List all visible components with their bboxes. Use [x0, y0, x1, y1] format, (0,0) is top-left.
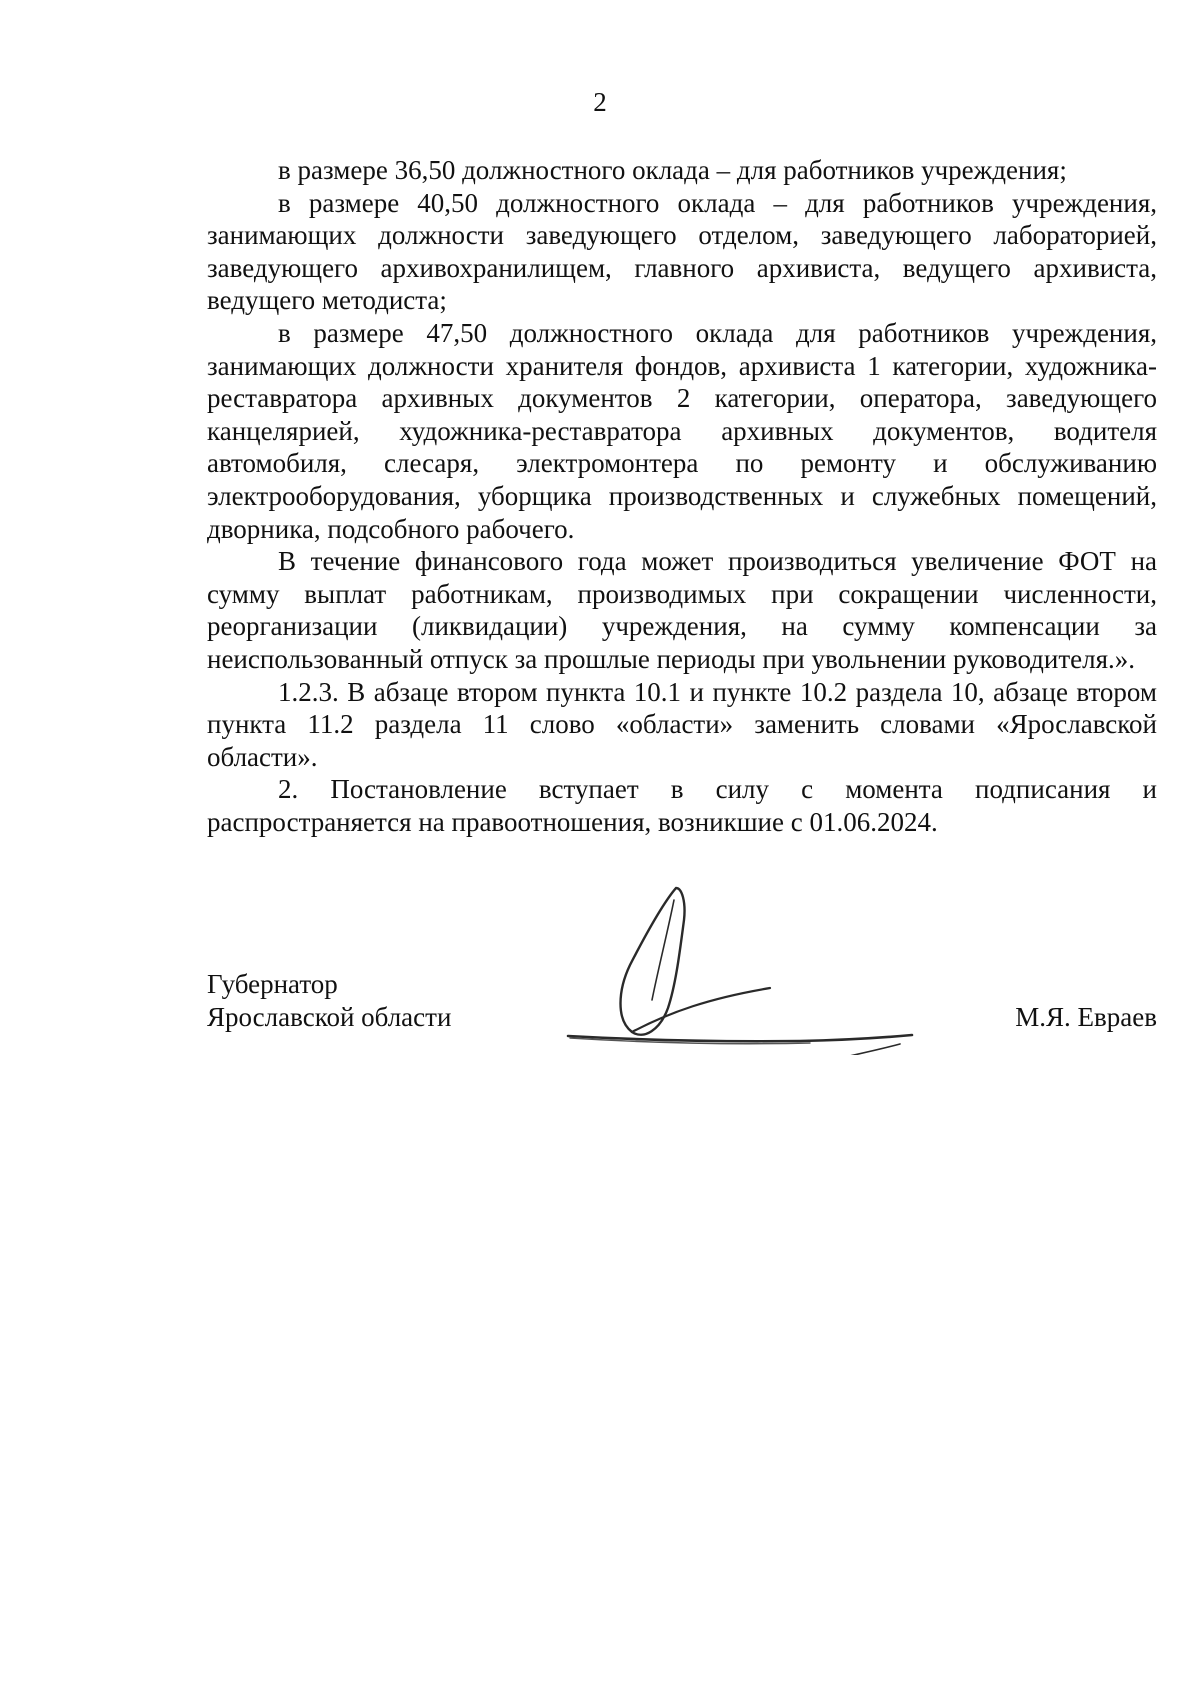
- paragraph-salary-40-50: в размере 40,50 должностного оклада – для работников учреждения, занимающих должности заведующего отделом, заведующего лабораторией, заведующего архивохранилищем, главного архивиста, ведущего архивиста, ведущего методиста;: [207, 187, 1157, 316]
- paragraph-salary-36-50: в размере 36,50 должностного оклада – для работников учреждения;: [278, 155, 1067, 185]
- paragraph-salary-47-50: в размере 47,50 должностного оклада для работников учреждения, занимающих должности хранителя фондов, архивиста 1 категории, художника-реставратора архивных документов 2 категории, оператора, заведующего канцелярией, художника-реставратора архивных документов, водителя автомобиля, слесаря, электромонтера по ремонту и обслуживанию электрооборудования, уборщика производственных и служебных помещений, дворника, подсобного рабочего.: [207, 317, 1157, 544]
- paragraph-item-2-effective-date: 2. Постановление вступает в силу с момента подписания и распространяется на правоотношения, возникшие с 01.06.2024.: [207, 774, 1157, 837]
- paragraph-item-1-2-3: 1.2.3. В абзаце втором пункта 10.1 и пункте 10.2 раздела 10, абзаце втором пункта 11.2 раздела 11 слово «области» заменить словами «Ярославской области».: [207, 676, 1157, 772]
- signatory-position: [207, 968, 451, 1034]
- page-number: 2: [593, 87, 607, 117]
- paragraph-fot-increase: В течение финансового года может производиться увеличение ФОТ на сумму выплат работникам, производимых при сокращении численности, реорганизации (ликвидации) учреждения, на сумму компенсации за неиспользованный отпуск за прошлые периоды при увольнении руководителя.».: [207, 546, 1157, 674]
- signatory-position-line2: Ярославской области: [207, 1002, 452, 1032]
- signatory-name: М.Я. Евраев: [1015, 1002, 1157, 1032]
- document-body: [207, 154, 1157, 838]
- signatory-position-line1: Губернатор: [207, 969, 338, 999]
- handwritten-signature: [560, 880, 940, 1055]
